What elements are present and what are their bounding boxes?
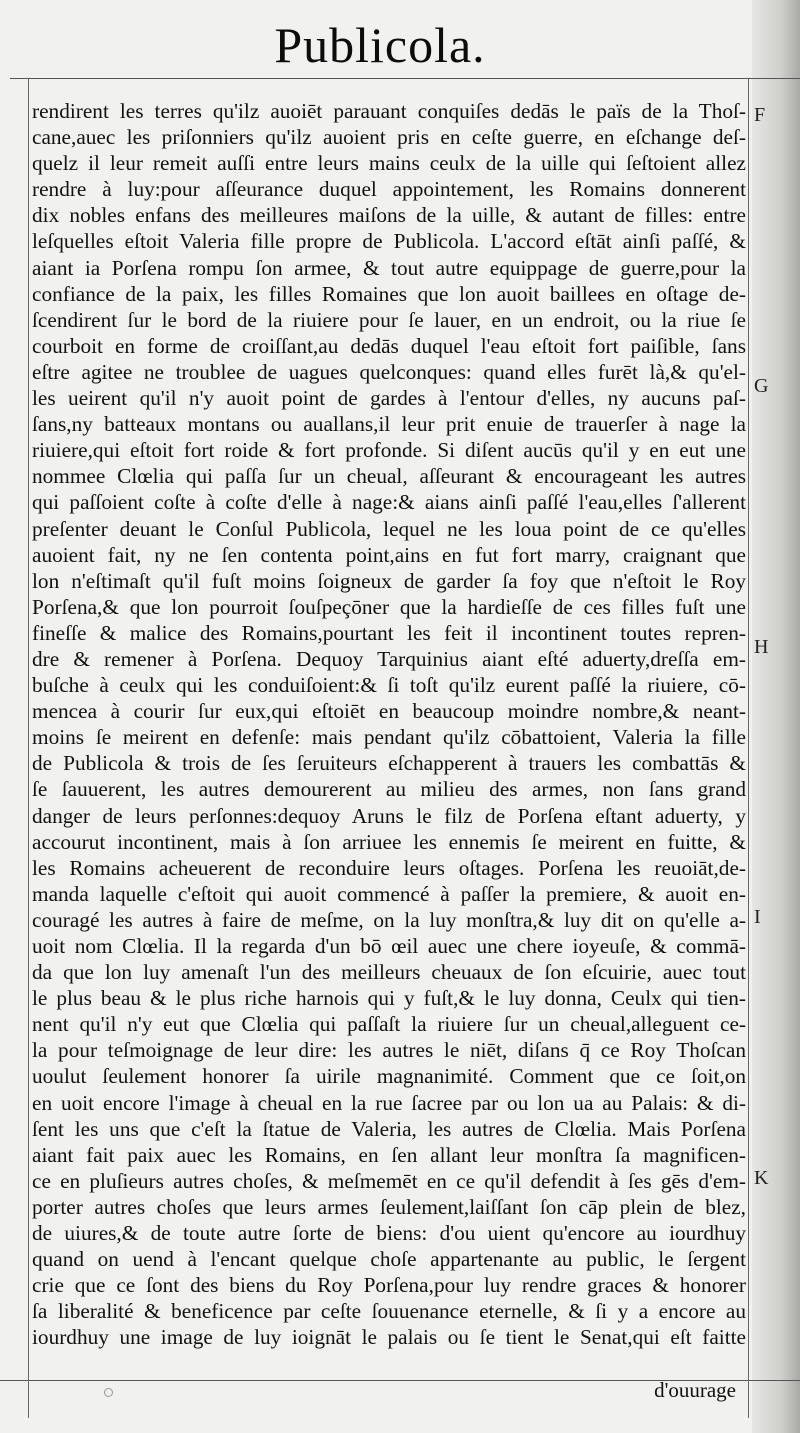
margin-letter-g: G [754,375,769,397]
text-line: mencea à courir ſur eux,qui eſtoiēt en beaucoup moindre nombre,& neant- [32,699,746,724]
text-line: manda laquelle c'eſtoit qui auoit commencé à paſſer la premiere, & auoit en- [32,881,746,906]
catchword: d'ouurage [654,1378,736,1402]
text-line: de uiures,& de toute autre ſorte de biens: d'ou uient qu'encore au iourdhuy [32,1221,746,1246]
text-line: cane,auec les priſonniers qu'ilz auoient pris en ceſte guerre, en eſchange deſ- [32,125,746,150]
margin-letter-h: H [754,636,769,658]
text-line: rendirent les terres qu'ilz auoiēt parauant conquiſes dedās le païs de la Thoſ- [32,99,746,123]
text-line: quelz il leur remeit auſſi entre leurs mains ceulx de la uille qui ſeſtoient allez [32,151,746,176]
text-line: ſa liberalité & beneficence par ceſte ſouuenance eternelle, & ſi y a encore au [32,1299,746,1324]
page-title: Publicola. [274,17,486,73]
text-line: aiant fait paix auec les Romains, en ſen allant leur monſtra ſa magnificen- [32,1142,746,1167]
text-line: confiance de la paix, les filles Romaines que lon auoit baillees en oſtage de- [32,281,746,306]
body-text [32,98,746,1351]
header-rule [10,78,800,79]
left-margin-rule [28,78,29,1418]
text-line: uoulut ſeulement honorer ſa uirile magnanimité. Comment que ce ſoit,on [32,1064,746,1089]
margin-letter-i: I [754,906,761,928]
text-line: nent qu'il n'y eut que Clœlia qui paſſaſt la riuiere ſur un cheual,alleguent ce- [32,1012,746,1037]
text-line: les Romains acheuerent de reconduire leurs oſtages. Porſena les reuoiāt,de- [32,855,746,880]
text-line: uoit nom Clœlia. Il la regarda d'un bō œil auec une chere ioyeuſe, & commā- [32,934,746,958]
text-line: ſcendirent ſur le bord de la riuiere pour ſe lauer, en un endroit, ou la riue ſe [32,307,746,332]
text-line: buſche à ceulx qui les conduiſoient:& ſi toſt qu'ilz eurent paſſé la riuiere, cō- [32,673,746,698]
text-line: dix nobles enfans des meilleures maiſons de la uille, & autant de filles: entre [32,203,746,228]
text-line: dre & remener à Porſena. Dequoy Tarquinius aiant eſté aduerty,dreſſa em- [32,646,746,671]
text-line: courboit en forme de croiſſant,au dedās duquel l'eau eſtoit fort paiſible, ſans [32,333,746,358]
text-line: les ueirent qu'il n'y auoit point de gardes à l'entour d'elles, ny aucuns paſ- [32,386,746,411]
text-line: da que lon luy amenaſt l'un des meilleurs cheuaux de ſon eſcuirie, auec tout [32,960,746,985]
text-line: auoient fait, ny ne ſen contenta point,ains en fut fort marry, craignant que [32,542,746,567]
page-edge [752,0,800,1433]
text-line: riuiere,qui eſtoit fort roide & fort profonde. Si diſent aucūs qu'il y en eut une [32,438,746,463]
right-margin-rule [748,78,749,1418]
text-line: rendre à luy:pour aſſeurance duquel appointement, les Romains donnerent [32,177,746,202]
text-line: moins ſe meirent en defenſe: mais pendant qu'ilz cōbattoient, Valeria la fille [32,725,746,750]
text-line: porter autres choſes que leurs armes ſeulement,laiſſant ſon cāp plein de blez, [32,1194,746,1219]
text-line: danger de leurs perſonnes:dequoy Aruns le filz de Porſena eſtant aduerty, y [32,803,746,828]
text-line: fineſſe & malice des Romains,pourtant les feit il incontinent toutes repren- [32,620,746,645]
text-line: en uoit encore l'image à cheual en la rue ſacree par ou lon ua au Palais: & di- [32,1090,746,1115]
text-line: crie que ce ſont des biens du Roy Porſena,pour luy rendre graces & honorer [32,1273,746,1298]
text-line: ce en pluſieurs autres choſes, & meſmemēt en ce qu'il defendit à ſes gēs d'em- [32,1168,746,1193]
text-line: ſans,ny batteaux montans ou auallans,il leur prit enuie de trauerſer à nage la [32,412,746,437]
text-line: couragé les autres à faire de meſme, on la luy monſtra,& luy dit on qu'elle a- [32,907,746,932]
text-line: de Publicola & trois de ſes ſeruiteurs eſchapperent à trauers les combattās & [32,751,746,776]
text-line: preſenter deuant le Conſul Publicola, lequel ne les loua point de ce qu'elles [32,516,746,541]
text-line: accourut incontinent, mais à ſon arriuee les ennemis ſe meirent en fuitte, & [32,829,746,854]
text-line: eſtre agitee ne troublee de uagues quelconques: quand elles furēt là,& qu'el- [32,359,746,384]
paper-mark [104,1388,113,1397]
text-line: la pour teſmoignage de leur dire: les autres le niēt, diſans q̄ ce Roy Thoſcan [32,1038,746,1063]
margin-letter-f: F [754,104,766,126]
text-line: le plus beau & le plus riche harnois qui y fuſt,& le luy donna, Ceulx qui tien- [32,986,746,1011]
text-line: qui paſſoient coſte à coſte d'elle à nage:& aians ainſi paſſé l'eau,elles ſ'allerent [32,490,746,515]
text-line: lon n'eſtimaſt qu'il fuſt moins ſoigneux de garder ſa foy que n'eſtoit le Roy [32,568,746,593]
text-line: leſquelles eſtoit Valeria fille propre de Publicola. L'accord eſtāt ainſi paſſé, & [32,229,746,254]
text-line: Porſena,& que lon pourroit ſouſpeçōner que la hardieſſe de ces filles fuſt une [32,594,746,619]
text-line: quand on uend à l'encant quelque choſe appartenante au public, le ſergent [32,1247,746,1272]
text-line: aiant ia Porſena rompu ſon armee, & tout autre equippage de guerre,pour la [32,255,746,280]
text-line: ſe ſauuerent, les autres demourerent au milieu des armes, non ſans grand [32,777,746,802]
text-line: iourdhuy une image de luy ioignāt le palais ou ſe tient le Senat,qui eſt faitte [32,1325,746,1350]
text-line: ſent les uns que c'eſt la ſtatue de Valeria, les autres de Clœlia. Mais Porſena [32,1116,746,1141]
margin-letter-k: K [754,1167,769,1189]
text-line: nommee Clœlia qui paſſa ſur un cheual, aſſeurant & encourageant les autres [32,464,746,489]
